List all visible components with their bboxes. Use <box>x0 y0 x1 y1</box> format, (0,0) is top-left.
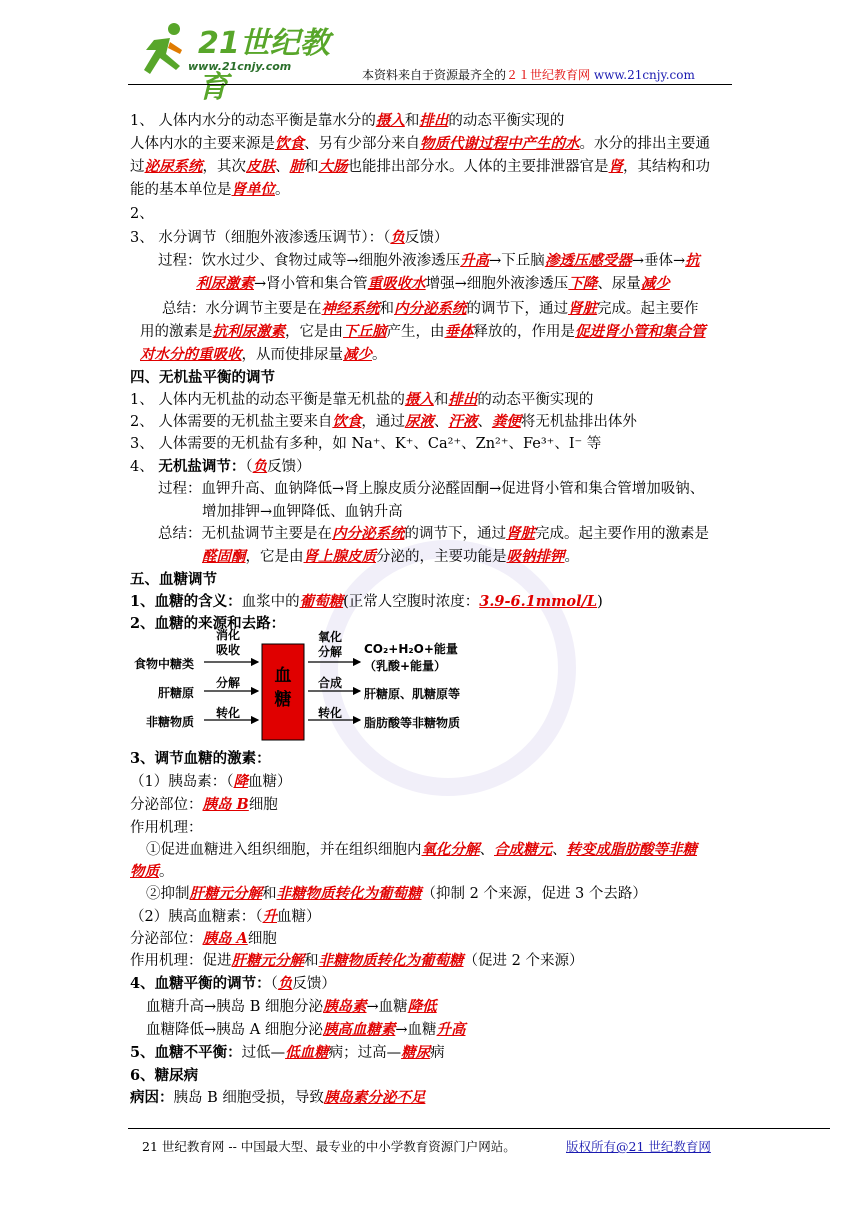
text-line <box>130 204 154 224</box>
keyword: 抗利尿激素 <box>212 323 285 340</box>
diagram-label-convert-in: 转化 <box>216 706 241 720</box>
header-source-prefix: 本资料来自于资源最齐全的 <box>362 68 507 82</box>
text-line <box>130 951 583 971</box>
text-span: ①促进血糖进入组织细胞，并在组织细胞内 <box>146 842 422 858</box>
text-line <box>130 929 277 949</box>
text-span: 4、 <box>130 459 159 475</box>
keyword: 抗 <box>685 252 700 269</box>
keyword: 大肠 <box>318 158 348 175</box>
text-line <box>130 1043 445 1063</box>
text-span: 、 <box>477 414 492 430</box>
running-man-logo-icon <box>136 20 196 80</box>
heading-text: 无机盐调节： <box>158 458 246 475</box>
text-span: 血糖） <box>247 774 292 790</box>
text-span: ②抑制 <box>146 886 190 902</box>
keyword: 饮食 <box>275 135 304 152</box>
text-span: 血糖降低→胰岛 A 细胞分泌 <box>146 1022 323 1038</box>
text-line <box>130 772 291 792</box>
keyword: 合成糖元 <box>494 841 552 858</box>
text-span: 。 <box>275 182 290 198</box>
diagram-sink-lactate: （乳酸+能量） <box>364 659 447 673</box>
text-line <box>130 570 217 590</box>
text-span: 和 <box>433 392 449 408</box>
keyword: 肝糖元分解 <box>189 885 262 902</box>
text-span: →下丘脑 <box>489 253 545 269</box>
diagram-sink-glycogen: 肝糖原、肌糖原等 <box>364 687 461 701</box>
text-span: 的调节下，通过 <box>466 301 568 317</box>
text-span: 、尿量 <box>597 276 641 292</box>
text-span: （1）胰岛素：（ <box>130 774 234 790</box>
text-line <box>130 412 637 432</box>
keyword: 胰高血糖素 <box>322 1021 396 1038</box>
text-span: 和 <box>404 113 420 129</box>
text-span: 。水分的排出主要通 <box>579 136 710 152</box>
keyword: 降低 <box>407 998 437 1015</box>
logo-url: www.21cnjy.com <box>188 60 292 73</box>
header-source-url[interactable]: www.21cnjy.com <box>593 68 695 82</box>
text-span: 反馈） <box>404 230 449 246</box>
keyword: 重吸收水 <box>367 275 426 292</box>
text-line <box>130 907 320 927</box>
heading-text: 1、血糖的含义： <box>130 593 242 610</box>
text-span: 。 <box>564 549 579 565</box>
text-span: 胰岛 B 细胞受损，导致 <box>173 1090 324 1106</box>
keyword: 促进肾小管和集合管 <box>575 323 706 340</box>
text-span: 2、 <box>130 206 154 222</box>
keyword: 内分泌系统 <box>394 300 467 317</box>
text-span: 过 <box>130 159 145 175</box>
heading-text: 4、血糖平衡的调节： <box>130 975 271 992</box>
text-span: 能的基本单位是 <box>130 182 232 198</box>
text-span: 3、 人体需要的无机盐有多种，如 Na⁺、K⁺、Ca²⁺、Zn²⁺、Fe³⁺、I⁻ 等 <box>130 436 602 452</box>
keyword: 负 <box>252 458 268 475</box>
keyword: 饮食 <box>332 413 362 430</box>
text-line <box>140 345 387 365</box>
text-line <box>196 274 670 294</box>
footer-divider <box>128 1128 830 1129</box>
text-span: (正常人空腹时浓度： <box>343 594 480 610</box>
text-span: 过程：血钾升高、血钠降低→肾上腺皮质分泌醛固酮→促进肾小管和集合管增加吸钠、 <box>158 481 705 497</box>
text-span: 完成。起主要作 <box>597 301 699 317</box>
keyword: 肾脏 <box>568 300 597 317</box>
text-span: （ <box>270 976 278 992</box>
keyword: 下降 <box>568 275 598 292</box>
text-span: 分泌部位： <box>130 797 203 813</box>
text-span: 病；过高— <box>328 1045 402 1061</box>
heading-text: 5、血糖不平衡： <box>130 1044 242 1061</box>
text-span: 分泌的，主要功能是 <box>376 549 507 565</box>
text-span: 作用机理： <box>130 820 203 836</box>
diagram-label-digest: 消化 吸收 <box>216 628 241 657</box>
text-span: 产生，由 <box>386 324 445 340</box>
text-span: ，其次 <box>202 159 246 175</box>
keyword: 物质 <box>130 863 159 880</box>
keyword: 摄入 <box>404 391 434 408</box>
keyword: 肺 <box>289 158 304 175</box>
text-span: ，它是由 <box>245 549 304 565</box>
text-line <box>130 390 593 410</box>
text-span: 的调节下，通过 <box>404 526 506 542</box>
text-span: 和 <box>262 886 277 902</box>
diagram-source-food: 食物中糖类 <box>134 657 195 671</box>
keyword: 肾上腺皮质 <box>303 548 376 565</box>
header-source-site[interactable]: ２１世纪教育网 <box>506 68 591 82</box>
diagram-label-convert-out: 转化 <box>318 706 343 720</box>
keyword: 升 <box>262 908 277 925</box>
keyword: 粪便 <box>491 413 521 430</box>
text-span: 完成。起主要作用的激素是 <box>535 526 709 542</box>
keyword: 排出 <box>419 112 449 129</box>
text-line <box>130 457 311 477</box>
keyword: 垂体 <box>444 323 474 340</box>
keyword: 排出 <box>448 391 478 408</box>
text-line <box>130 974 336 994</box>
text-span: 总结：无机盐调节主要是在 <box>158 526 332 542</box>
text-line <box>146 840 697 860</box>
text-span: 血浆中的 <box>241 594 300 610</box>
keyword: 汗液 <box>448 413 478 430</box>
text-span: 反馈） <box>292 976 336 992</box>
text-span: ，它是由 <box>285 324 343 340</box>
text-span: 。 <box>372 347 387 363</box>
keyword: 内分泌系统 <box>332 525 405 542</box>
header-source <box>362 66 695 83</box>
text-line <box>130 749 271 769</box>
text-span: 、另有少部分来自 <box>304 136 420 152</box>
text-line <box>130 1066 198 1086</box>
text-line <box>146 884 647 904</box>
heading-text: 6、糖尿病 <box>130 1067 199 1084</box>
keyword: 3.9-6.1mmol/L <box>479 593 598 610</box>
text-line <box>158 479 704 499</box>
text-line <box>158 251 700 271</box>
text-span: →肾小管和集合管 <box>254 276 368 292</box>
text-span: 增加排钾→血钾降低、血钠升高 <box>202 504 403 520</box>
keyword: 渗透压感受器 <box>544 252 632 269</box>
text-span: 1、 人体内水分的动态平衡是靠水分的 <box>130 113 376 129</box>
text-line <box>202 502 403 522</box>
text-span: 血糖） <box>276 909 321 925</box>
keyword: 负 <box>390 229 405 246</box>
keyword: 非糖物质转化为葡萄糖 <box>276 885 422 902</box>
text-line <box>130 228 448 248</box>
text-span: 3、 水分调节（细胞外液渗透压调节）：（ <box>130 230 391 246</box>
text-span: 1、 人体内无机盐的动态平衡是靠无机盐的 <box>130 392 405 408</box>
text-line <box>202 547 579 567</box>
keyword: 下丘脑 <box>343 323 387 340</box>
keyword: 胰岛素 <box>323 998 367 1015</box>
text-line <box>130 157 710 177</box>
text-line <box>130 862 174 882</box>
text-span: ，其结构和功 <box>623 159 710 175</box>
heading-text: 五、血糖调节 <box>130 571 217 588</box>
heading-text: 2、血糖的来源和去路： <box>130 615 286 632</box>
diagram-source-glycogen: 肝糖原 <box>158 686 195 700</box>
text-span: →血糖 <box>366 999 408 1015</box>
keyword: 胰岛 B <box>202 796 249 813</box>
text-span: 2、 人体需要的无机盐主要来自 <box>130 414 333 430</box>
diagram-label-synthesize: 合成 <box>318 676 343 690</box>
text-span: 的动态平衡实现的 <box>477 392 594 408</box>
text-line <box>130 818 203 838</box>
text-span: 、 <box>433 414 449 430</box>
text-span: 病 <box>430 1045 445 1061</box>
text-span: 作用机理：促进 <box>130 953 232 969</box>
text-span: 过低— <box>241 1045 286 1061</box>
keyword: 吸钠排钾 <box>506 548 565 565</box>
heading-text: 3、调节血糖的激素： <box>130 750 271 767</box>
footer-text: 21 世纪教育网 -- 中国最大型、最专业的中小学教育资源门户网站。 <box>142 1139 516 1154</box>
diagram-label-decompose: 分解 <box>216 676 241 690</box>
text-span: （抑制 2 个来源，促进 3 个去路） <box>421 886 647 902</box>
keyword: 尿液 <box>404 413 434 430</box>
keyword: 对水分的重吸收 <box>140 346 242 363</box>
text-span: 细胞 <box>248 797 278 813</box>
text-span: 人体内水的主要来源是 <box>130 136 275 152</box>
text-span: 和 <box>379 301 394 317</box>
text-line <box>130 592 603 612</box>
keyword: 肾脏 <box>506 525 535 542</box>
text-span: （ <box>245 459 253 475</box>
keyword: 神经系统 <box>321 300 380 317</box>
text-span: 细胞 <box>247 931 277 947</box>
keyword: 摄入 <box>375 112 405 129</box>
footer-copyright-link[interactable]: 版权所有@21 世纪教育网 <box>566 1139 711 1154</box>
text-line <box>130 111 564 131</box>
text-span: 的动态平衡实现的 <box>448 113 565 129</box>
diagram-label-oxidize: 氧化 分解 <box>318 630 343 659</box>
blood-sugar-diagram <box>128 628 478 746</box>
header-divider <box>128 84 732 85</box>
keyword: 肾 <box>608 158 623 175</box>
keyword: 低血糖 <box>285 1044 329 1061</box>
keyword: 减少 <box>640 275 670 292</box>
text-span: 反馈） <box>267 459 311 475</box>
text-span: →血糖 <box>395 1022 437 1038</box>
text-span: ) <box>597 594 603 610</box>
site-logo <box>136 16 341 105</box>
keyword: 胰岛 A <box>202 930 248 947</box>
keyword: 肝糖元分解 <box>231 952 304 969</box>
text-span: 血糖升高→胰岛 B 细胞分泌 <box>146 999 324 1015</box>
keyword: 糖尿 <box>401 1044 431 1061</box>
text-line <box>130 1088 425 1108</box>
text-span: （2）胰高血糖素：（ <box>130 909 263 925</box>
keyword: 负 <box>277 975 293 992</box>
keyword: 氧化分解 <box>421 841 480 858</box>
text-span: 总结：水分调节主要是在 <box>162 301 322 317</box>
text-span: →垂体→ <box>631 253 686 269</box>
diagram-center: 血糖 <box>274 666 292 710</box>
text-span: 分泌部位： <box>130 931 203 947</box>
keyword: 降 <box>233 773 248 790</box>
text-span: 释放的，作用是 <box>473 324 575 340</box>
text-line <box>140 322 706 342</box>
text-line <box>130 795 278 815</box>
diagram-source-nonsugar: 非糖物质 <box>146 715 195 729</box>
keyword: 胰岛素分泌不足 <box>323 1089 426 1106</box>
text-span: 用的激素是 <box>140 324 213 340</box>
text-line <box>146 997 437 1017</box>
keyword: 减少 <box>343 346 372 363</box>
text-span: 过程：饮水过少、食物过咸等→细胞外液渗透压 <box>158 253 461 269</box>
text-span: 。 <box>159 864 174 880</box>
text-line <box>130 368 275 388</box>
text-line <box>158 524 709 544</box>
text-line <box>130 134 710 154</box>
heading-text: 病因： <box>130 1089 174 1106</box>
keyword: 泌尿系统 <box>144 158 203 175</box>
keyword: 升高 <box>436 1021 466 1038</box>
heading-text: 四、无机盐平衡的调节 <box>130 369 275 386</box>
text-span: 也能排出部分水。人体的主要排泄器官是 <box>347 159 609 175</box>
keyword: 利尿激素 <box>196 275 254 292</box>
keyword: 物质代谢过程中产生的水 <box>420 135 580 152</box>
text-line <box>162 299 699 319</box>
keyword: 非糖物质转化为葡萄糖 <box>318 952 464 969</box>
keyword: 皮肤 <box>246 158 275 175</box>
text-span: （促进 2 个来源） <box>463 953 584 969</box>
text-span: 和 <box>304 953 319 969</box>
keyword: 葡萄糖 <box>299 593 344 610</box>
diagram-sink-fatty-acid: 脂肪酸等非糖物质 <box>364 716 461 730</box>
text-span: 、 <box>275 159 290 175</box>
logo-text: 21世纪教育 <box>198 26 330 105</box>
keyword: 升高 <box>460 252 490 269</box>
keyword: 肾单位 <box>231 181 275 198</box>
text-span: 增强→细胞外液渗透压 <box>425 276 569 292</box>
keyword: 醛固酮 <box>202 548 246 565</box>
diagram-sink-energy: CO₂+H₂O+能量 <box>364 642 458 656</box>
text-span: 、 <box>479 842 494 858</box>
text-span: 将无机盐排出体外 <box>520 414 637 430</box>
text-line <box>146 1020 466 1040</box>
text-span: ，通过 <box>361 414 405 430</box>
text-span: ，从而使排尿量 <box>241 347 343 363</box>
text-span: 和 <box>304 159 319 175</box>
text-line <box>130 180 290 200</box>
keyword: 转变成脂肪酸等非糖 <box>566 841 697 858</box>
text-line <box>130 434 601 454</box>
text-span: 、 <box>552 842 567 858</box>
